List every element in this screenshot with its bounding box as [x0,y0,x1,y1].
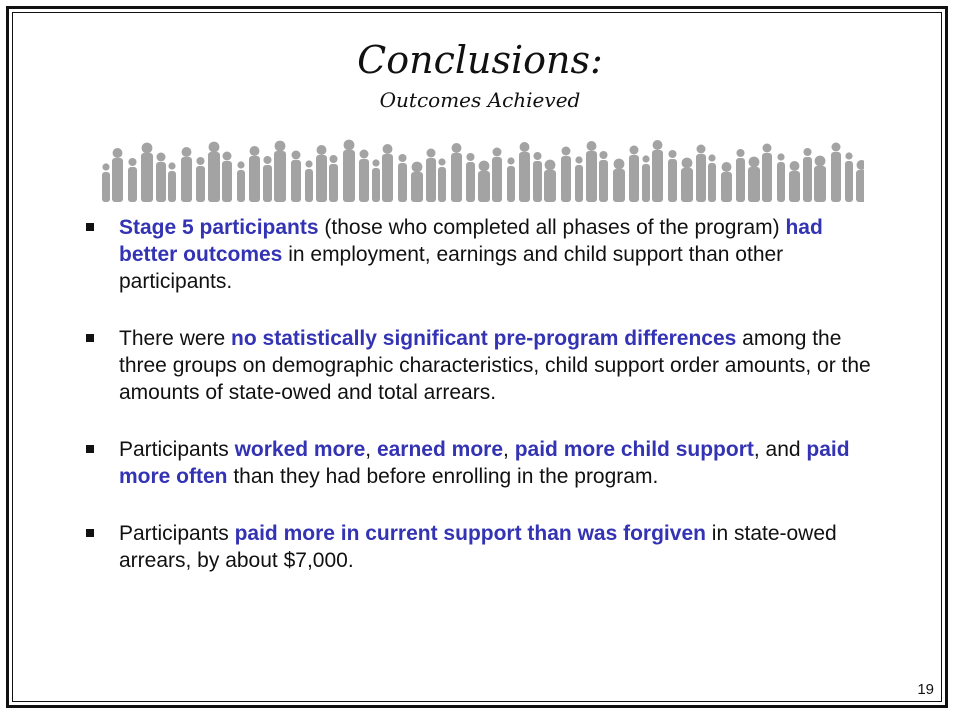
highlighted-phrase: paid more often [119,438,850,488]
text-segment: in employment, earnings and child support than other participants. [119,243,784,293]
bullet-text [119,438,850,488]
text-segment: Participants [119,522,235,545]
bullet-text [119,216,823,293]
bullet-item [86,214,876,295]
bullet-item [86,520,876,574]
text-segment: than they had before enrolling in the program. [227,465,659,488]
bullet-text [119,522,837,572]
page-number: 19 [917,681,934,698]
text-segment: among the three groups on demographic characteristics, child support order amounts, or the amounts of state-owed and total arrears. [119,327,871,404]
crowd-silhouette-icon [96,134,864,206]
highlighted-phrase: paid more in current support than was forgiven [234,522,706,545]
text-segment: (those who completed all phases of the program) [318,216,786,239]
highlighted-phrase: no statistically significant pre-program differences [231,327,737,350]
square-bullet-icon [86,223,94,231]
highlighted-phrase: Stage 5 participants [119,216,319,239]
square-bullet-icon [86,529,94,537]
bullet-item [86,436,876,490]
text-segment: There were [119,327,232,350]
text-segment: in state-owed arrears, by about $7,000. [119,522,837,572]
bullet-item [86,325,876,406]
bullet-list [86,214,876,604]
text-segment: , [503,438,515,461]
square-bullet-icon [86,445,94,453]
highlighted-phrase: had better outcomes [119,216,823,266]
text-segment: , [365,438,377,461]
highlighted-phrase: worked more [234,438,366,461]
text-segment: , and [753,438,807,461]
highlighted-phrase: paid more child support [514,438,754,461]
highlighted-phrase: earned more [376,438,504,461]
square-bullet-icon [86,334,94,342]
slide-title: Conclusions: [357,38,603,82]
slide-subtitle: Outcomes Achieved [379,88,581,112]
bullet-text [119,327,871,404]
text-segment: Participants [119,438,235,461]
